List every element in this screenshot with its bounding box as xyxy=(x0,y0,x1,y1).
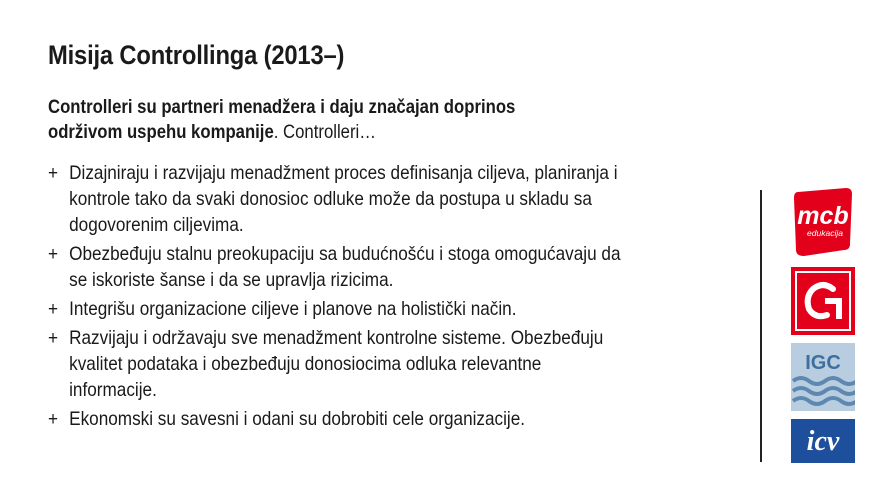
mcb-logo-subtext: edukacija xyxy=(807,228,843,238)
list-item xyxy=(48,160,629,238)
list-item-text: Razvijaju i održavaju sve menadžment kontrolne sisteme. Obezbeđuju kvalitet podataka i obezbeđuju donosiocima odluka relevantne informacije. xyxy=(69,327,604,401)
list-item xyxy=(48,296,629,322)
vertical-divider xyxy=(760,190,762,462)
plus-icon: + xyxy=(48,408,59,430)
mcb-logo-text: mcb xyxy=(797,202,849,230)
plus-icon: + xyxy=(48,298,59,320)
list-item xyxy=(48,241,629,293)
ca-logo xyxy=(791,267,855,335)
mcb-logo xyxy=(790,186,854,258)
igc-logo-text: IGC xyxy=(805,352,841,374)
icv-logo xyxy=(791,419,855,463)
intro-paragraph xyxy=(48,95,594,145)
intro-bold-text: Controlleri su partneri menadžera i daju značajan doprinos održivom uspehu kompanije xyxy=(48,97,516,143)
mission-list xyxy=(48,160,629,435)
intro-normal-text: . Controlleri… xyxy=(273,122,376,143)
list-item xyxy=(48,325,629,403)
igc-logo xyxy=(791,343,855,411)
page-title: Misija Controllinga (2013–) xyxy=(48,40,345,70)
list-item-text: Dizajniraju i razvijaju menadžment proces definisanja ciljeva, planiranja i kontrole tako da svaki donosioc odluke može da postupa u skladu sa dogovorenim ciljevima. xyxy=(69,162,618,236)
list-item-text: Integrišu organizacione ciljeve i planove na holistički način. xyxy=(69,298,517,320)
list-item-text: Ekonomski su savesni i odani su dobrobiti cele organizacije. xyxy=(69,408,526,430)
list-item xyxy=(48,406,629,432)
plus-icon: + xyxy=(48,327,59,349)
plus-icon: + xyxy=(48,243,59,265)
icv-logo-text: icv xyxy=(806,426,840,457)
list-item-text: Obezbeđuju stalnu preokupaciju sa budućnošću i stoga omogućavaju da se iskoriste šanse i da se upravlja rizicima. xyxy=(69,243,621,291)
plus-icon: + xyxy=(48,162,59,184)
